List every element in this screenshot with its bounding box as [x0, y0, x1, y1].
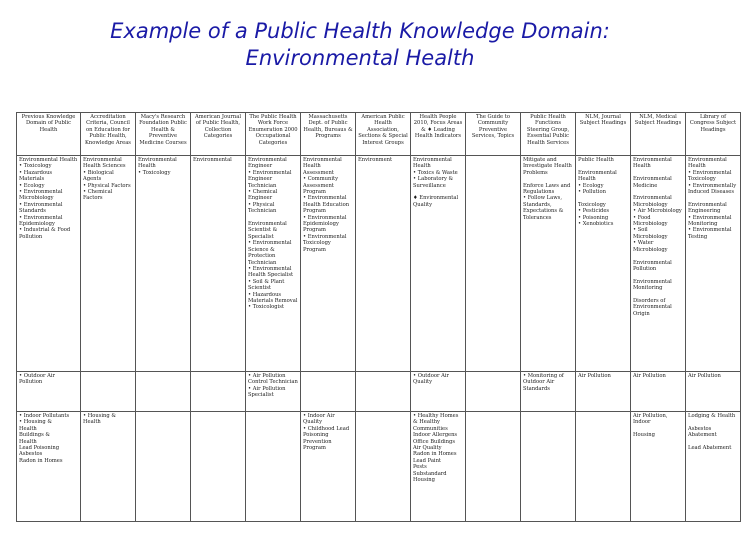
table-cell [576, 372, 631, 412]
cell-entry: Environmental [193, 157, 232, 163]
table-cell [521, 412, 576, 522]
cell-entry: Housing [633, 432, 655, 439]
table-cell [466, 156, 521, 372]
table-cell [246, 372, 301, 412]
table-cell [521, 372, 576, 412]
cell-entry: Buildings & [19, 432, 51, 439]
column-header: Library of Congress Subject Headings [686, 113, 741, 156]
table-cell [686, 372, 741, 412]
cell-entry: • Industrial & Food Pollution [19, 227, 71, 240]
cell-entry: • Soil & Plant Scientist [248, 278, 285, 292]
table-body [17, 156, 741, 522]
table-cell [411, 156, 466, 372]
cell-entry: • Hazardous Materials Removal [248, 291, 298, 304]
cell-entry: Enforce Laws and Regulations [523, 182, 571, 196]
cell-entry: • Housing & [19, 419, 52, 426]
title-line-2: Environmental Health [245, 46, 475, 70]
table-row [17, 372, 741, 412]
cell-entry: • Ecology [578, 182, 604, 189]
cell-entry: Prevention Program [303, 438, 332, 452]
table-row [17, 412, 741, 522]
cell-entry: • Environmental Engineer Technician [248, 169, 292, 189]
cell-entry: Toxicology [578, 201, 606, 208]
table-cell [136, 372, 191, 412]
table-cell [191, 412, 246, 522]
cell-entry: • Healthy Homes & Healthy Communities [413, 413, 459, 432]
column-header: Health People 2010, Focus Areas & ♦ Leading Health Indicators [411, 113, 466, 156]
cell-entry: • Chemical Engineer [248, 189, 278, 202]
cell-entry: • Chemical Factors [83, 189, 113, 202]
cell-entry: • Toxicologist [248, 304, 285, 311]
table-cell [136, 412, 191, 522]
cell-entry: • Childhood Lead Poisoning [303, 425, 350, 439]
cell-entry: • Air Pollution Specialist [248, 385, 286, 399]
cell-entry: Environmental Health Sciences [83, 157, 126, 170]
cell-entry: Environment [358, 157, 393, 163]
cell-entry: • Air Microbiology [633, 208, 682, 215]
column-header: Macy's Research Foundation Public Health & Preventive Medicine Courses [136, 113, 191, 156]
column-header: Accreditation Criteria, Council on Education for Public Health, Knowledge Areas [81, 113, 136, 156]
cell-entry: Environmental Health [688, 157, 727, 170]
table-cell [81, 412, 136, 522]
table-cell [631, 156, 686, 372]
cell-entry: • Indoor Pollutants [19, 413, 70, 419]
table-cell [686, 412, 741, 522]
cell-entry: • Housing & Health [83, 413, 116, 426]
cell-entry: • Environmental Toxicology [688, 169, 732, 183]
cell-entry: Air Pollution [688, 373, 721, 379]
cell-entry: • Monitoring of Outdoor Air Standards [523, 373, 564, 392]
table-cell [356, 372, 411, 412]
cell-entry: Radon in Homes [413, 451, 457, 458]
cell-entry: • Xenobiotics [578, 221, 614, 228]
cell-entry: • Pesticides [578, 208, 610, 215]
cell-entry: Environmental Health [19, 157, 78, 163]
column-header: The Guide to Community Preventive Services, Topics [466, 113, 521, 156]
cell-entry: • Biological Agents [83, 169, 114, 183]
cell-entry: Environmental Engineering [688, 201, 727, 215]
cell-entry: Public Health [578, 157, 614, 163]
table-cell [466, 412, 521, 522]
table-cell [576, 156, 631, 372]
cell-entry: • Hazardous Materials [19, 169, 53, 183]
table-cell [301, 372, 356, 412]
cell-entry: • Environmentally Induced Diseases [688, 182, 737, 196]
table-cell [301, 412, 356, 522]
cell-entry: • Air Pollution Control Technician [248, 373, 298, 386]
column-header: NLM, Medical Subject Headings [631, 113, 686, 156]
table-cell [356, 412, 411, 522]
cell-entry: Lead Abatement [688, 445, 732, 452]
column-header: Public Health Functions Steering Group, Essential Public Health Services [521, 113, 576, 156]
cell-entry: • Water Microbiology [633, 240, 668, 253]
table-cell [686, 156, 741, 372]
cell-entry: Environmental Microbiology [633, 195, 672, 208]
knowledge-domain-table-container [16, 112, 737, 540]
cell-entry: • Environmental Epidemiology Program [303, 214, 347, 234]
cell-entry: • Soil Microbiology [633, 227, 668, 240]
cell-entry: Environmental Health [413, 157, 452, 170]
cell-entry: Radon in Homes [19, 457, 63, 464]
cell-entry: • Pollution [578, 189, 606, 196]
table-cell [246, 412, 301, 522]
table-cell [17, 156, 81, 372]
cell-entry: Health [19, 438, 37, 445]
cell-entry: • Follow Laws, Standards, Expectations & Tolerances [523, 195, 564, 221]
cell-entry: • Environmental Science & Protection Technician [248, 240, 292, 266]
cell-entry: Office Buildings [413, 438, 455, 445]
cell-entry: Asbestos [19, 451, 43, 458]
table-cell [81, 372, 136, 412]
table-cell [356, 156, 411, 372]
cell-entry: • Environmental Testing [688, 227, 732, 240]
cell-entry: Air Quality [413, 445, 442, 452]
cell-entry: Environmental Pollution [633, 259, 672, 272]
cell-entry: Health [19, 425, 37, 432]
table-cell [301, 156, 356, 372]
cell-entry: • Outdoor Air Pollution [19, 373, 55, 386]
cell-entry: Air Pollution, Indoor [633, 413, 668, 426]
cell-entry: Air Pollution [633, 373, 666, 379]
cell-entry: Indoor Allergens [413, 432, 458, 439]
cell-entry: • Physical Factors [83, 182, 131, 189]
cell-entry: Environmental Scientist & Specialist [248, 221, 287, 240]
cell-entry: • Physical Technician [248, 201, 277, 215]
table-cell [576, 412, 631, 522]
cell-entry: Air Pollution [578, 373, 611, 379]
cell-entry: Disorders of Environmental Origin [633, 297, 672, 317]
cell-entry: • Toxicology [19, 163, 52, 170]
cell-entry: Environmental Health Assessment [303, 157, 342, 176]
table-cell [81, 156, 136, 372]
table-cell [631, 372, 686, 412]
column-header: American Public Health Association, Sections & Special Interest Groups [356, 113, 411, 156]
table-cell [411, 372, 466, 412]
table-cell [411, 412, 466, 522]
cell-entry: Environmental Health [633, 157, 672, 170]
cell-entry: • Environmental Toxicology Program [303, 233, 347, 253]
table-cell [17, 412, 81, 522]
cell-entry: • Outdoor Air Quality [413, 373, 449, 386]
cell-entry: • Environmental Microbiology [19, 189, 63, 202]
table-cell [466, 372, 521, 412]
cell-entry: Asbestos Abatement [688, 425, 717, 439]
cell-entry: Environmental Medicine [633, 176, 672, 189]
cell-entry: Environmental Monitoring [633, 278, 672, 292]
knowledge-domain-table [16, 112, 741, 522]
cell-entry: Lodging & Health [688, 413, 736, 419]
cell-entry: • Environmental Monitoring [688, 214, 732, 228]
cell-entry: • Environmental Standards [19, 201, 63, 215]
cell-entry: • Toxicology [138, 169, 171, 176]
table-cell [191, 156, 246, 372]
cell-entry: Substandard Housing [413, 470, 447, 484]
cell-entry: Environmental Health [578, 169, 617, 183]
cell-entry: • Environmental Health Specialist [248, 265, 294, 279]
cell-entry: • Food Microbiology [633, 214, 668, 228]
column-header: American Journal of Public Health, Collection Categories [191, 113, 246, 156]
cell-entry: ♦ Environmental Quality [413, 195, 459, 208]
cell-entry: • Community Assessment Program [303, 176, 338, 196]
cell-entry: Environmental Health [138, 157, 177, 170]
cell-entry: • Toxics & Waste [413, 169, 458, 176]
cell-entry: • Indoor Air Quality [303, 413, 335, 426]
table-row [17, 156, 741, 372]
table-cell [631, 412, 686, 522]
table-cell [191, 372, 246, 412]
table-cell [521, 156, 576, 372]
column-header: The Public Health Work Force Enumeration 2000 Occupational Categories [246, 113, 301, 156]
cell-entry: Environmental Engineer [248, 157, 287, 170]
cell-entry: Pests [413, 464, 427, 471]
title-line-1: Example of a Public Health Knowledge Domain: [110, 19, 610, 43]
cell-entry: • Ecology [19, 182, 45, 189]
slide-title [0, 18, 720, 72]
table-cell [136, 156, 191, 372]
cell-entry: Lead Paint [413, 457, 442, 464]
table-cell [246, 156, 301, 372]
cell-entry: • Poisoning [578, 214, 609, 221]
column-header: Previous Knowledge Domain of Public Health [17, 113, 81, 156]
cell-entry: Lead Poisoning [19, 445, 60, 452]
cell-entry: Mitigate and Investigate Health Problems [523, 157, 572, 176]
cell-entry: • Laboratory & Surveillance [413, 176, 454, 189]
cell-entry: • Environmental Health Education Program [303, 195, 350, 215]
table-header-row [17, 113, 741, 156]
column-header: Massachusetts Dept. of Public Health, Bureaus & Programs [301, 113, 356, 156]
cell-entry: • Environmental Epidemiology [19, 214, 63, 228]
column-header: NLM, Journal Subject Headings [576, 113, 631, 156]
table-cell [17, 372, 81, 412]
